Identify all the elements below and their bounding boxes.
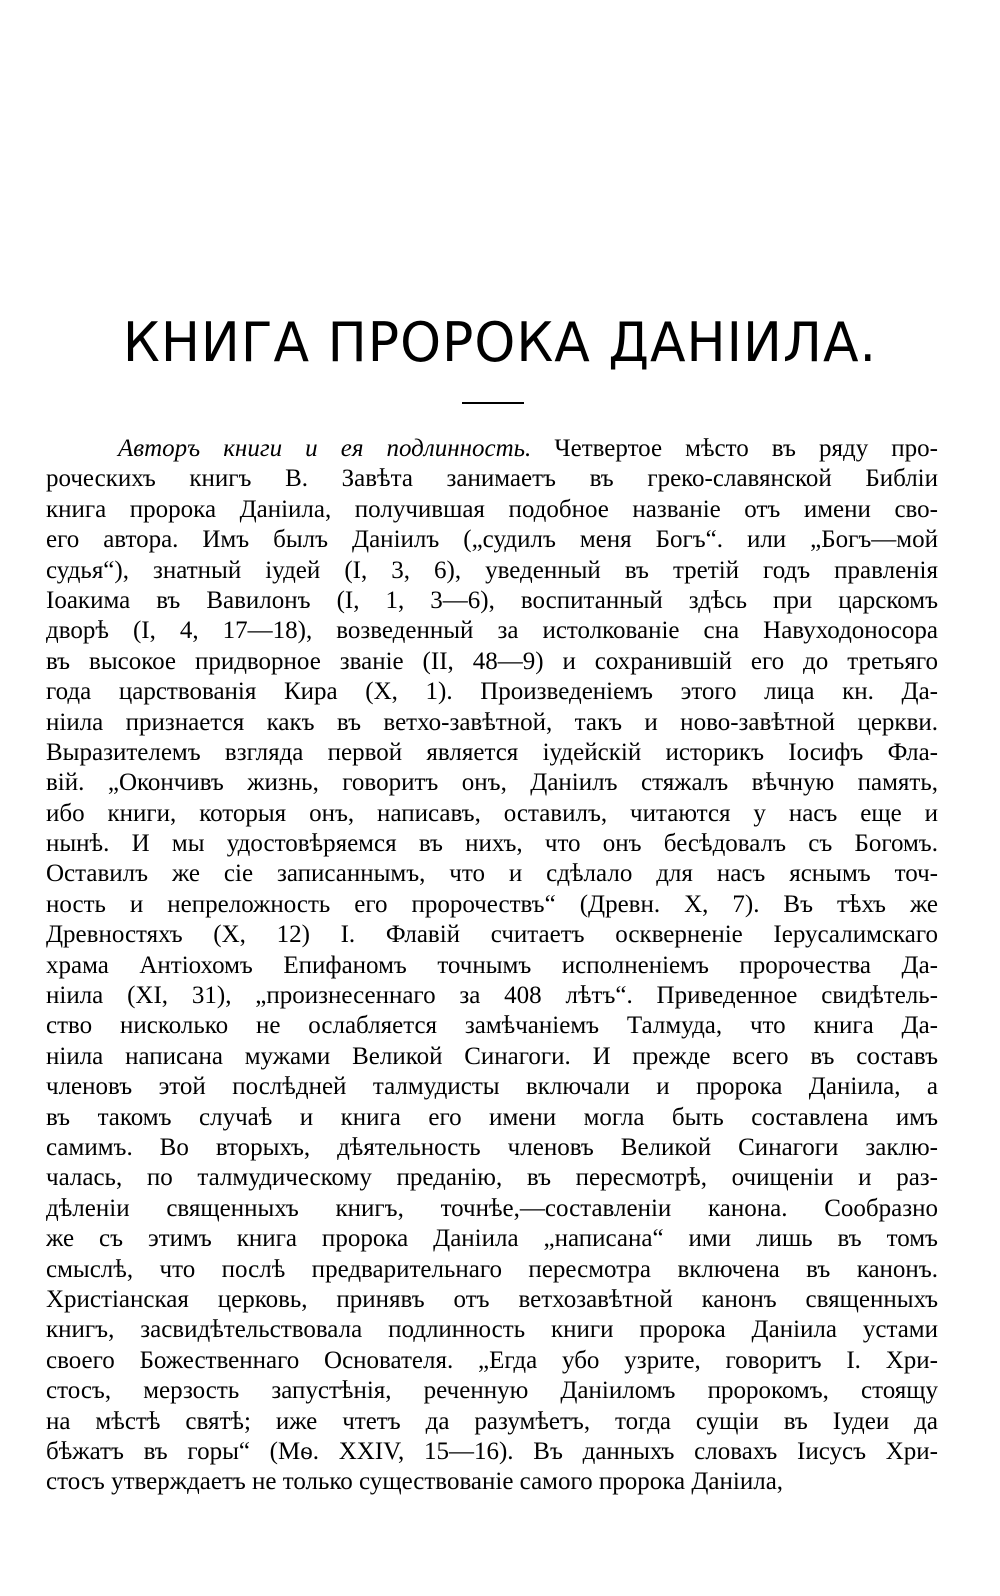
text-line: ніила признается какъ въ ветхо-завѣтной, такъ и ново-завѣтной церкви. [46, 708, 938, 736]
text-line: ство нисколько не ослабляется замѣчаніемъ Талмуда, что книга Да- [46, 1012, 938, 1040]
text-line: книга пророка Даніила, получившая подобное названіе отъ имени сво- [46, 495, 938, 523]
text-line: ность и непреложность его пророчествъ“ (Древн. X, 7). Въ тѣхъ же [46, 890, 938, 918]
text-line: ніила написана мужами Великой Синагоги. И прежде всего въ составъ [46, 1042, 938, 1070]
text-line: дворѣ (I, 4, 17—18), возведенный за истолкованіе сна Навуходоносора [46, 617, 938, 645]
text-line: года царствованія Кира (X, 1). Произведеніемъ этого лица кн. Да- [46, 678, 938, 706]
text-line: смыслѣ, что послѣ предварительнаго пересмотра включена въ канонъ. [46, 1255, 938, 1283]
text-line: самимъ. Во вторыхъ, дѣятельность членовъ Великой Синагоги заклю- [46, 1133, 938, 1161]
section-heading: Авторъ книги и ея подлинность. [118, 435, 532, 462]
page-title: КНИГА ПРОРОКА ДАНІИЛА. [122, 311, 878, 375]
text-line: его автора. Имъ былъ Даніилъ („судилъ меня Богъ“. или „Богъ—мой [46, 526, 938, 554]
text-line: вій. „Окончивъ жизнь, говоритъ онъ, Даніилъ стяжалъ вѣчную память, [46, 769, 938, 797]
text-line: же съ этимъ книга пророка Даніила „написана“ ими лишь въ томъ [46, 1225, 938, 1253]
text-line: роческихъ книгъ В. Завѣта занимаетъ въ греко-славянской Библіи [46, 465, 938, 493]
text-line: стосъ утверждаетъ не только существованіе самого пророка Даніила, [46, 1468, 784, 1496]
text-line: книгъ, засвидѣтельствовала подлинность книги пророка Даніила устами [46, 1316, 938, 1344]
body-text [46, 434, 938, 1498]
first-line-text: Четвертое мѣсто въ ряду про- [531, 435, 938, 462]
text-line: бѣжатъ въ горы“ (Мѳ. XXIV, 15—16). Въ данныхъ словахъ Іисусъ Хри- [46, 1437, 938, 1465]
text-line: въ высокое придворное званіе (II, 48—9) и сохранившій его до третьяго [46, 647, 938, 675]
text-line: въ такомъ случаѣ и книга его имени могла быть составлена имъ [46, 1103, 938, 1131]
text-line: членовъ этой послѣдней талмудисты включали и пророка Даніила, а [46, 1073, 938, 1101]
text-line: ибо книги, которыя онъ, написавъ, оставилъ, читаются у насъ еще и [46, 799, 938, 827]
text-line: чалась, по талмудическому преданію, въ пересмотрѣ, очищеніи и раз- [46, 1164, 938, 1192]
text-line: Оставилъ же сіе записаннымъ, что и сдѣлало для насъ яснымъ точ- [46, 860, 938, 888]
text-line: нынѣ. И мы удостовѣряемся въ нихъ, что онъ бесѣдовалъ съ Богомъ. [46, 830, 938, 858]
text-line: храма Антіохомъ Епифаномъ точнымъ исполненіемъ пророчества Да- [46, 951, 938, 979]
text-line: стосъ, мерзость запустѣнія, реченную Даніиломъ пророкомъ, стоящу [46, 1377, 938, 1405]
text-line: Выразителемъ взгляда первой является іудейскій историкъ Іосифъ Фла- [46, 738, 938, 766]
text-line: Христіанская церковь, принявъ отъ ветхозавѣтной канонъ священныхъ [46, 1285, 938, 1313]
text-line: на мѣстѣ святѣ; иже чтетъ да разумѣетъ, тогда сущіи въ Іудеи да [46, 1407, 938, 1435]
title-divider [462, 402, 524, 404]
text-line: дѣленіи священныхъ книгъ, точнѣе,—составленіи канона. Сообразно [46, 1194, 938, 1222]
text-line: судья“), знатный іудей (I, 3, 6), уведенный въ третій годъ правленія [46, 556, 938, 584]
text-line: ніила (XI, 31), „произнесеннаго за 408 лѣтъ“. Приведенное свидѣтель- [46, 982, 938, 1010]
text-line: Древностяхъ (X, 12) I. Флавій считаетъ оскверненіе Іерусалимскаго [46, 921, 938, 949]
text-line: Іоакима въ Вавилонъ (I, 1, 3—6), воспитанный здѣсь при царскомъ [46, 586, 938, 614]
text-line-first [46, 434, 938, 464]
text-line: своего Божественнаго Основателя. „Егда убо узрите, говоритъ I. Хри- [46, 1346, 938, 1374]
